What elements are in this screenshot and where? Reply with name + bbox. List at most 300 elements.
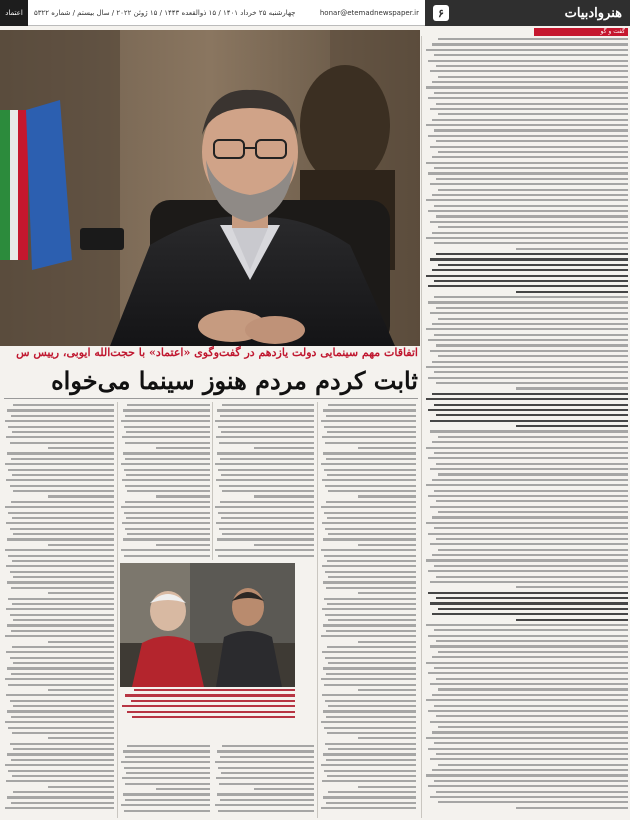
text-line — [222, 745, 314, 747]
text-line — [426, 774, 628, 776]
article-headline: ثابت کردم مردم هنوز سینما می‌خواه — [51, 366, 418, 395]
text-line — [48, 544, 114, 546]
text-line — [217, 452, 314, 454]
text-line — [436, 678, 628, 680]
text-line — [326, 630, 416, 632]
text-line — [436, 215, 628, 217]
email-link[interactable]: honar@etemadnewspaper.ir — [319, 8, 419, 17]
text-line — [124, 767, 210, 769]
text-line — [358, 544, 416, 546]
text-line — [428, 672, 628, 674]
text-line — [122, 705, 295, 707]
text-line — [321, 463, 416, 465]
text-line — [321, 721, 416, 723]
text-line — [11, 587, 114, 589]
text-line — [254, 544, 314, 546]
text-line — [125, 485, 211, 487]
text-line — [436, 640, 628, 642]
body-column-4 — [4, 404, 114, 813]
text-line — [48, 641, 114, 643]
text-line — [13, 533, 114, 535]
text-line — [127, 711, 295, 713]
text-line — [122, 436, 210, 438]
text-line — [124, 555, 210, 557]
text-line — [434, 296, 628, 298]
text-line — [323, 409, 416, 411]
text-line — [436, 103, 628, 105]
text-line — [121, 506, 210, 508]
text-line — [328, 662, 416, 664]
text-line — [426, 49, 628, 51]
text-line — [432, 613, 628, 615]
text-line — [426, 328, 628, 330]
text-line — [436, 753, 628, 755]
text-line — [48, 592, 114, 594]
text-line — [10, 700, 115, 702]
text-line — [426, 522, 628, 524]
text-line — [127, 490, 210, 492]
text-line — [218, 426, 314, 428]
text-line — [218, 555, 314, 557]
text-line — [436, 715, 628, 717]
text-line — [218, 767, 314, 769]
text-line — [328, 791, 416, 793]
newspaper-logo: اعتماد — [0, 0, 28, 26]
text-line — [325, 614, 416, 616]
text-line — [10, 528, 115, 530]
text-line — [436, 414, 628, 416]
text-line — [322, 608, 416, 610]
text-line — [5, 420, 114, 422]
text-line — [220, 415, 314, 417]
text-line — [11, 501, 114, 503]
text-line — [327, 646, 416, 648]
text-line — [426, 124, 628, 126]
text-line — [434, 780, 628, 782]
text-line — [358, 786, 416, 788]
text-line — [438, 264, 628, 266]
text-line — [10, 657, 115, 659]
text-line — [48, 786, 114, 788]
text-line — [216, 436, 314, 438]
text-line — [434, 371, 628, 373]
text-line — [432, 656, 628, 658]
text-line — [438, 473, 628, 475]
text-line — [438, 76, 628, 78]
text-line — [438, 511, 628, 513]
secondary-photo — [120, 563, 295, 687]
text-line — [121, 463, 210, 465]
text-line — [254, 788, 314, 790]
text-line — [428, 495, 628, 497]
text-line — [219, 528, 314, 530]
text-line — [48, 737, 114, 739]
text-line — [430, 468, 628, 470]
text-line — [325, 528, 416, 530]
text-line — [6, 651, 114, 653]
text-line — [438, 113, 628, 115]
text-line — [324, 727, 416, 729]
text-line — [11, 630, 114, 632]
interview-portrait — [0, 30, 420, 346]
text-line — [325, 743, 416, 745]
text-line — [322, 436, 416, 438]
text-line — [428, 285, 628, 287]
text-line — [156, 447, 210, 449]
column-rule — [317, 402, 318, 818]
text-line — [358, 495, 416, 497]
text-line — [432, 769, 628, 771]
text-line — [358, 689, 416, 691]
text-line — [438, 801, 628, 803]
text-line — [436, 344, 628, 346]
text-line — [432, 516, 628, 518]
text-line — [7, 710, 114, 712]
text-line — [8, 684, 114, 686]
text-line — [7, 409, 114, 411]
text-line — [323, 710, 416, 712]
text-line — [122, 777, 210, 779]
text-line — [124, 810, 210, 812]
headline-divider — [4, 398, 418, 399]
text-line — [123, 409, 210, 411]
text-line — [516, 586, 628, 588]
text-line — [121, 761, 210, 763]
text-block — [424, 624, 628, 809]
text-line — [358, 592, 416, 594]
text-line — [426, 737, 628, 739]
text-line — [10, 571, 115, 573]
text-block — [424, 38, 628, 250]
text-line — [48, 689, 114, 691]
page-number: ۶ — [433, 5, 449, 21]
text-line — [12, 560, 114, 562]
text-line — [325, 485, 416, 487]
text-line — [428, 785, 628, 787]
text-line — [323, 624, 416, 626]
text-line — [324, 469, 416, 471]
text-block — [424, 253, 628, 293]
text-line — [11, 759, 114, 761]
text-line — [326, 458, 416, 460]
section-banner — [425, 0, 630, 26]
text-line — [12, 517, 114, 519]
section-tag: گفت و گو — [600, 28, 625, 35]
text-line — [220, 756, 314, 758]
text-line — [125, 415, 210, 417]
text-line — [430, 146, 628, 148]
body-column-2b — [214, 745, 314, 815]
text-line — [131, 700, 296, 702]
text-line — [434, 404, 628, 406]
text-line — [428, 210, 628, 212]
text-line — [218, 469, 314, 471]
text-line — [220, 458, 314, 460]
text-line — [327, 431, 416, 433]
text-line — [215, 804, 314, 806]
text-line — [438, 726, 628, 728]
text-line — [125, 756, 210, 758]
main-photo — [0, 30, 420, 346]
text-line — [428, 592, 628, 594]
text-line — [426, 559, 628, 561]
text-line — [323, 796, 416, 798]
text-line — [426, 366, 628, 368]
text-line — [322, 479, 416, 481]
body-column-3b — [120, 745, 210, 815]
text-line — [430, 430, 628, 432]
text-line — [328, 619, 416, 621]
text-line — [432, 43, 628, 45]
text-line — [217, 750, 314, 752]
text-line — [321, 678, 416, 680]
text-line — [438, 189, 628, 191]
text-line — [428, 635, 628, 637]
text-line — [215, 506, 314, 508]
text-line — [430, 221, 628, 223]
text-line — [7, 538, 114, 540]
text-line — [438, 355, 628, 357]
text-line — [426, 86, 628, 88]
text-line — [434, 629, 628, 631]
text-block — [424, 393, 628, 427]
text-line — [326, 587, 416, 589]
text-line — [438, 688, 628, 690]
text-line — [432, 694, 628, 696]
text-line — [438, 318, 628, 320]
text-line — [10, 614, 115, 616]
text-line — [5, 764, 114, 766]
text-line — [432, 194, 628, 196]
text-line — [221, 772, 314, 774]
text-line — [127, 533, 210, 535]
text-line — [430, 645, 628, 647]
text-line — [13, 576, 114, 578]
text-line — [327, 517, 416, 519]
text-line — [430, 350, 628, 352]
text-line — [432, 393, 628, 395]
text-line — [516, 619, 628, 621]
text-line — [430, 581, 628, 583]
text-line — [321, 420, 416, 422]
text-line — [6, 694, 114, 696]
text-line — [436, 791, 628, 793]
text-line — [5, 635, 114, 637]
text-line — [322, 651, 416, 653]
text-line — [428, 457, 628, 459]
text-line — [426, 237, 628, 239]
text-line — [436, 307, 628, 309]
text-line — [8, 555, 114, 557]
text-line — [324, 770, 416, 772]
text-line — [6, 436, 114, 438]
text-line — [426, 275, 628, 277]
text-line — [10, 743, 115, 745]
text-line — [254, 495, 314, 497]
text-line — [156, 544, 210, 546]
text-line — [134, 689, 295, 691]
text-line — [430, 312, 628, 314]
text-line — [123, 538, 210, 540]
text-line — [321, 807, 416, 809]
text-line — [12, 474, 114, 476]
text-line — [436, 140, 628, 142]
body-column-2 — [214, 404, 314, 560]
text-line — [123, 452, 210, 454]
text-line — [322, 780, 416, 782]
text-line — [221, 474, 314, 476]
text-line — [12, 603, 114, 605]
photo-caption — [120, 689, 295, 721]
text-line — [13, 490, 114, 492]
text-line — [125, 799, 210, 801]
text-line — [123, 793, 210, 795]
text-line — [430, 506, 628, 508]
text-line — [7, 667, 114, 669]
text-line — [321, 764, 416, 766]
text-line — [324, 426, 416, 428]
text-line — [432, 323, 628, 325]
text-line — [219, 442, 314, 444]
text-line — [7, 796, 114, 798]
text-line — [426, 699, 628, 701]
text-line — [11, 802, 114, 804]
text-line — [125, 528, 211, 530]
text-line — [221, 431, 314, 433]
text-line — [13, 791, 114, 793]
text-line — [321, 549, 416, 551]
text-line — [327, 560, 416, 562]
text-line — [217, 538, 314, 540]
text-line — [323, 753, 416, 755]
column-rule — [212, 402, 213, 560]
text-line — [434, 490, 628, 492]
text-line — [325, 700, 416, 702]
text-line — [125, 501, 210, 503]
text-line — [324, 684, 416, 686]
text-line — [8, 770, 114, 772]
text-line — [430, 543, 628, 545]
text-line — [428, 748, 628, 750]
text-line — [432, 441, 628, 443]
text-line — [323, 452, 416, 454]
text-line — [127, 404, 210, 406]
text-line — [432, 269, 628, 271]
text-line — [125, 694, 295, 696]
text-line — [12, 431, 114, 433]
text-line — [10, 442, 115, 444]
text-line — [48, 495, 114, 497]
text-line — [434, 280, 628, 282]
text-line — [326, 802, 416, 804]
text-line — [436, 500, 628, 502]
text-line — [215, 420, 314, 422]
text-line — [11, 415, 114, 417]
text-line — [327, 603, 416, 605]
text-line — [12, 775, 114, 777]
text-line — [438, 764, 628, 766]
text-line — [428, 135, 628, 137]
text-line — [432, 554, 628, 556]
text-line — [436, 65, 628, 67]
text-line — [13, 662, 114, 664]
text-line — [124, 469, 210, 471]
text-line — [358, 447, 416, 449]
text-line — [13, 404, 114, 406]
text-line — [434, 565, 628, 567]
text-line — [5, 506, 114, 508]
text-line — [434, 742, 628, 744]
text-line — [434, 667, 628, 669]
text-line — [325, 571, 416, 573]
text-line — [438, 549, 628, 551]
text-line — [11, 458, 114, 460]
text-line — [516, 291, 628, 293]
text-line — [426, 484, 628, 486]
text-line — [220, 501, 314, 503]
text-line — [436, 463, 628, 465]
text-line — [122, 522, 210, 524]
text-line — [428, 409, 628, 411]
text-line — [216, 479, 314, 481]
text-line — [436, 253, 628, 255]
text-line — [215, 549, 314, 551]
text-block — [424, 430, 628, 588]
text-line — [432, 361, 628, 363]
text-line — [325, 657, 416, 659]
text-line — [434, 167, 628, 169]
column-rule — [421, 36, 422, 818]
text-line — [219, 783, 314, 785]
text-line — [222, 404, 314, 406]
text-line — [426, 662, 628, 664]
text-line — [428, 377, 628, 379]
text-line — [322, 522, 416, 524]
text-line — [328, 576, 416, 578]
body-column-1 — [320, 404, 416, 813]
text-line — [426, 162, 628, 164]
page-header — [0, 0, 630, 26]
text-line — [432, 119, 628, 121]
text-line — [326, 759, 416, 761]
text-line — [6, 479, 114, 481]
text-line — [121, 549, 210, 551]
text-line — [328, 705, 416, 707]
text-line — [324, 598, 416, 600]
text-line — [516, 807, 628, 809]
text-line — [121, 804, 210, 806]
text-line — [126, 431, 210, 433]
text-line — [438, 651, 628, 653]
text-block — [424, 296, 628, 390]
text-line — [322, 565, 416, 567]
text-line — [426, 624, 628, 626]
text-line — [5, 678, 114, 680]
text-line — [432, 81, 628, 83]
text-line — [434, 129, 628, 131]
text-line — [216, 777, 314, 779]
text-line — [438, 608, 628, 610]
text-line — [5, 463, 114, 465]
text-line — [321, 635, 416, 637]
text-line — [430, 183, 628, 185]
text-line — [215, 761, 314, 763]
text-line — [324, 555, 416, 557]
text-line — [156, 495, 210, 497]
text-line — [430, 796, 628, 798]
text-line — [219, 485, 314, 487]
date-line: چهارشنبه ۲۵ خرداد ۱۴۰۱ / ۱۵ ذوالقعده ۱۴۴۳ / ۱۵ ژوئن ۲۰۲۲ / سال بیستم / شماره ۵۳۲۲ — [34, 8, 296, 17]
